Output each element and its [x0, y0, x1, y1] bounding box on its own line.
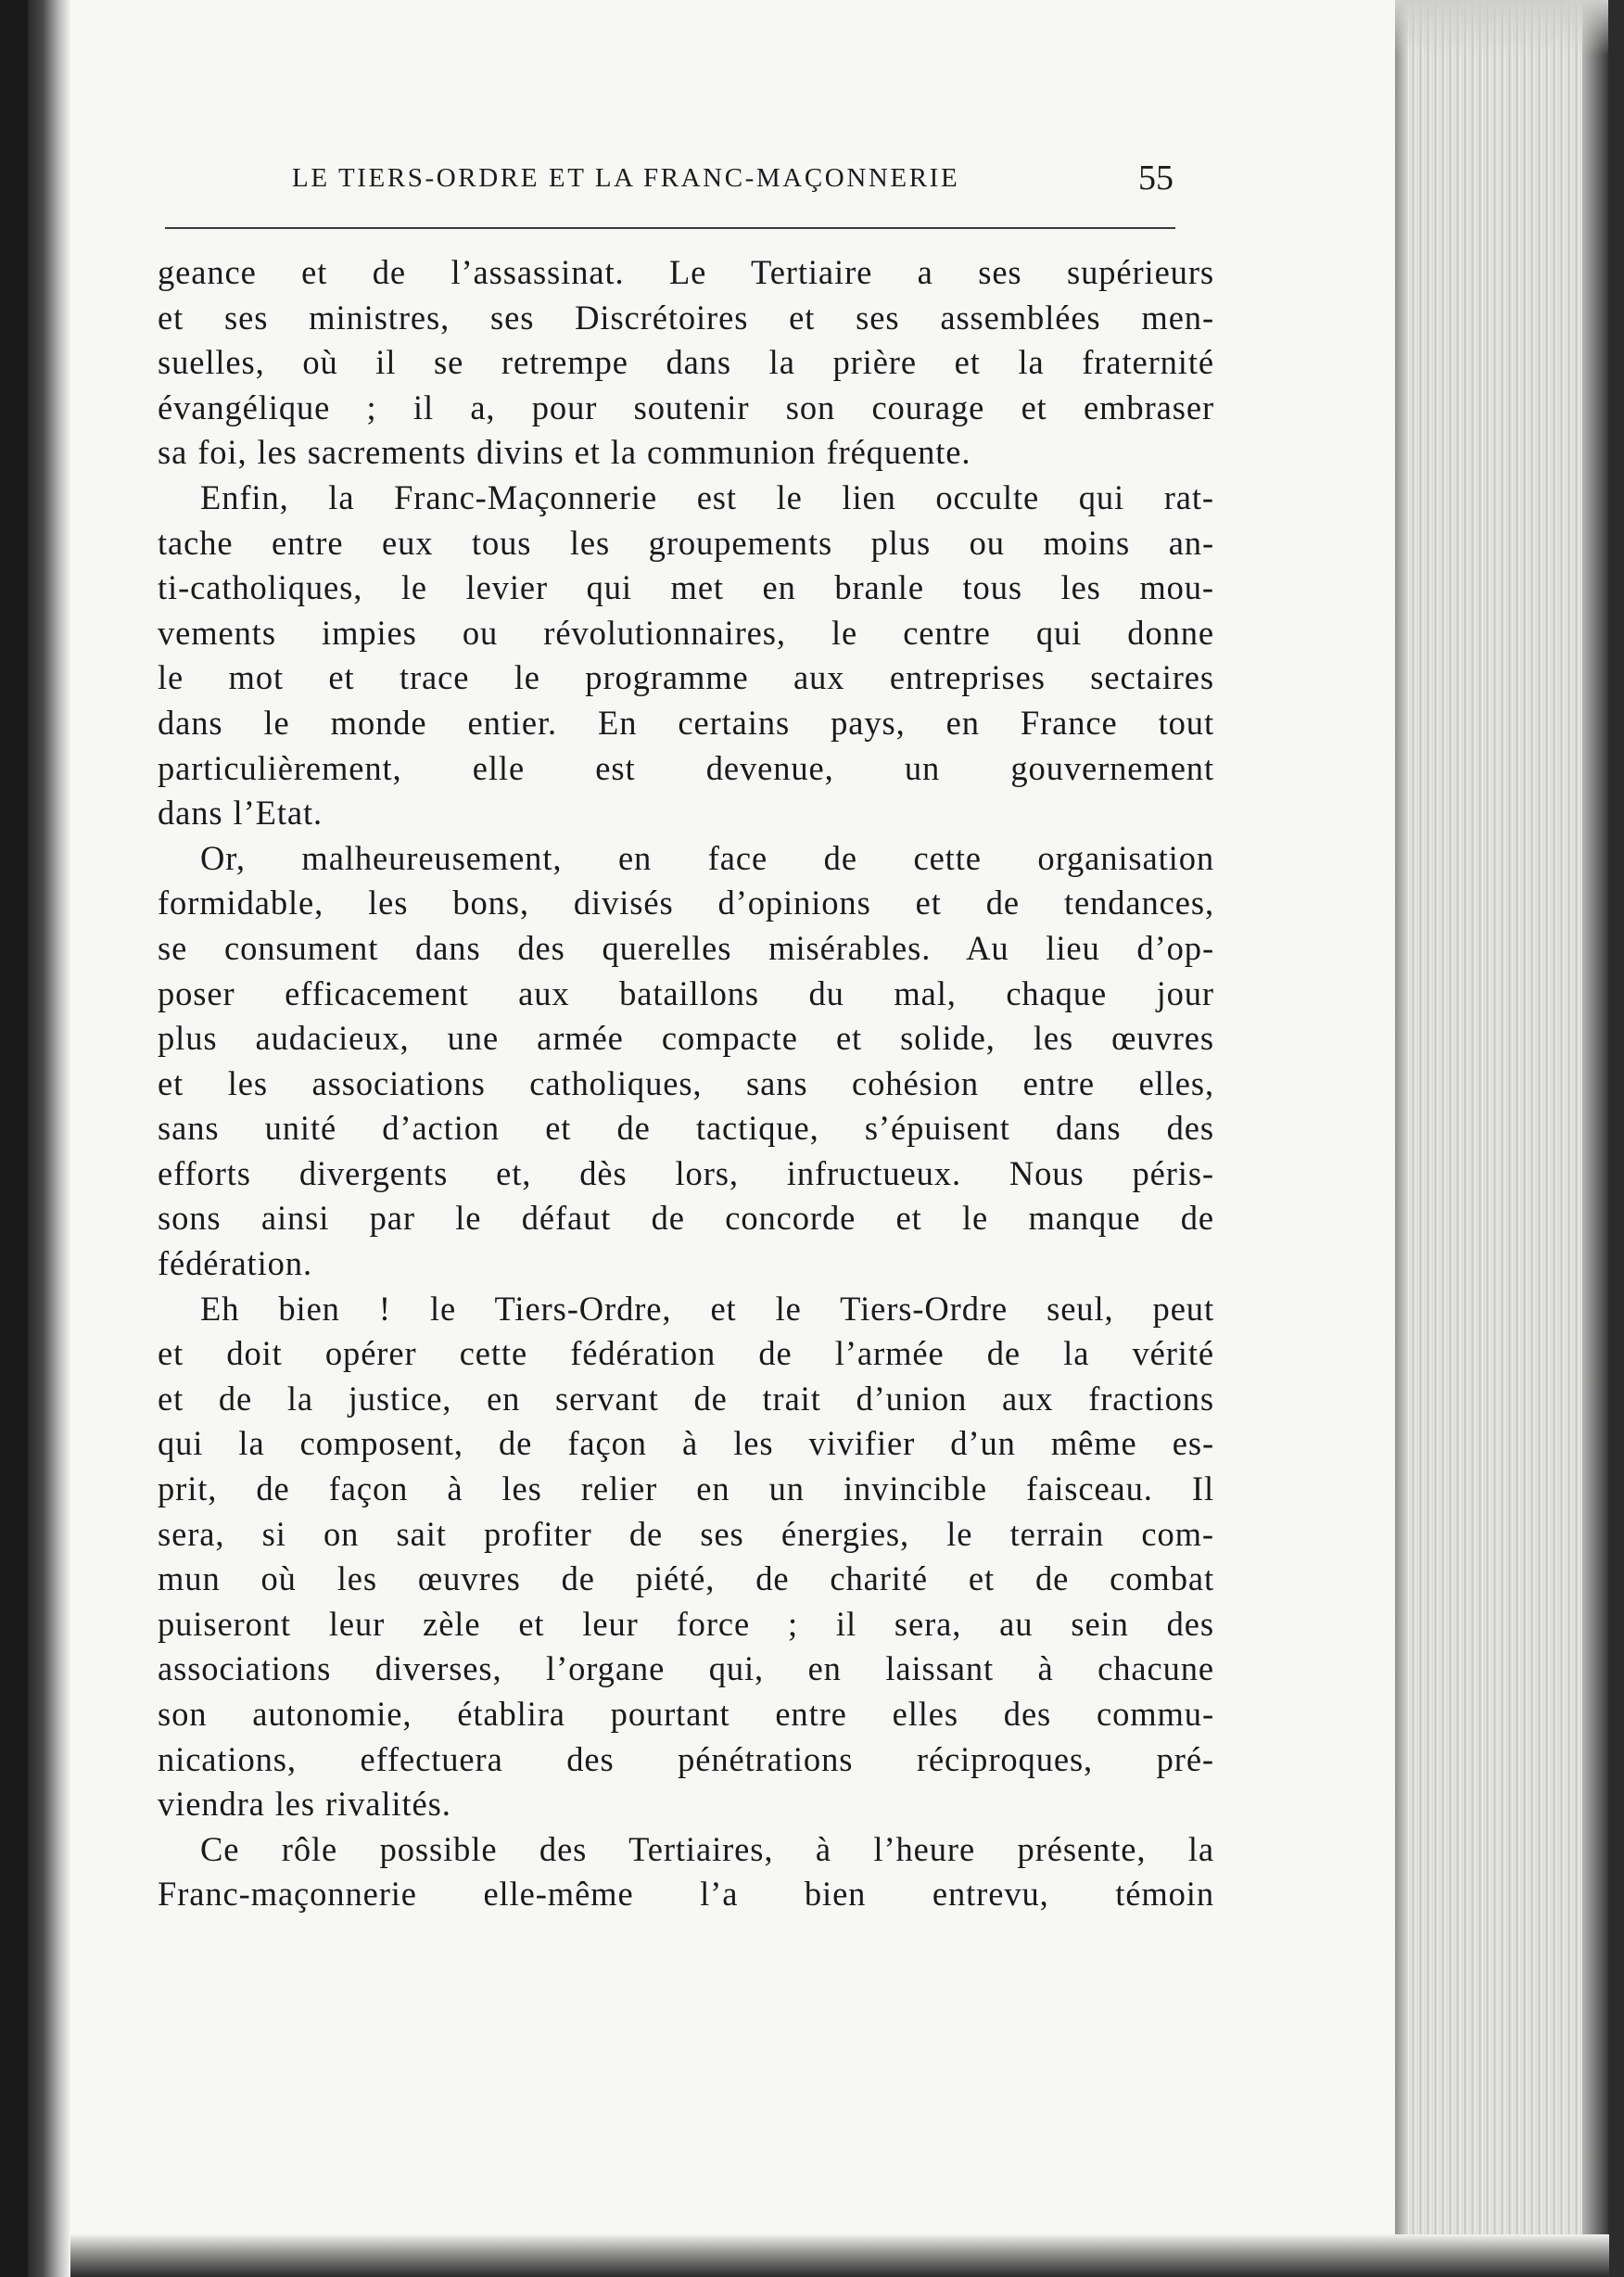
text-line: nications, effectuera des pénétrations réciproques, pré-	[158, 1739, 1214, 1778]
page-number: 55	[1138, 159, 1174, 197]
text-line: sera, si on sait profiter de ses énergies, le terrain com-	[158, 1514, 1214, 1553]
text-line: mun où les œuvres de piété, de charité et de combat	[158, 1559, 1214, 1598]
header-rule	[165, 227, 1175, 229]
text-line: poser efficacement aux bataillons du mal, chaque jour	[158, 973, 1214, 1012]
text-line: Eh bien ! le Tiers-Ordre, et le Tiers-Ordre seul, peut	[200, 1289, 1214, 1328]
binding-gutter	[0, 0, 28, 2277]
text-line: dans le monde entier. En certains pays, en France tout	[158, 703, 1214, 742]
text-line: ti-catholiques, le levier qui met en branle tous les mou-	[158, 568, 1214, 607]
text-line: prit, de façon à les relier en un invincible faisceau. Il	[158, 1469, 1214, 1508]
text-line: particulièrement, elle est devenue, un gouvernement	[158, 748, 1214, 787]
text-line: formidable, les bons, divisés d’opinions et de tendances,	[158, 884, 1214, 922]
binding-shadow	[28, 0, 70, 2277]
text-line: et les associations catholiques, sans cohésion entre elles,	[158, 1063, 1214, 1102]
running-head-title: LE TIERS-ORDRE ET LA FRANC-MAÇONNERIE	[292, 163, 960, 193]
text-line: Or, malheureusement, en face de cette organisation	[200, 838, 1214, 877]
scan-border-right	[1608, 0, 1624, 2277]
text-line: sons ainsi par le défaut de concorde et le manque de	[158, 1199, 1214, 1238]
body-text	[158, 250, 1214, 1917]
page-edge-stack	[1395, 0, 1608, 2277]
text-line: qui la composent, de façon à les vivifier d’un même es-	[158, 1424, 1214, 1463]
text-line: Franc-maçonnerie elle-même l’a bien entrevu, témoin	[158, 1875, 1214, 1914]
text-line: tache entre eux tous les groupements plus ou moins an-	[158, 523, 1214, 562]
text-line: Enfin, la Franc-Maçonnerie est le lien occulte qui rat-	[200, 477, 1214, 516]
text-line: viendra les rivalités.	[158, 1785, 451, 1824]
text-line: et doit opérer cette fédération de l’armée de la vérité	[158, 1334, 1214, 1373]
text-line: associations diverses, l’organe qui, en laissant à chacune	[158, 1649, 1214, 1688]
text-line: et de la justice, en servant de trait d’union aux fractions	[158, 1379, 1214, 1418]
text-line: suelles, où il se retrempe dans la prière et la fraternité	[158, 343, 1214, 382]
text-line: sa foi, les sacrements divins et la communion fréquente.	[158, 433, 971, 472]
text-line: plus audacieux, une armée compacte et solide, les œuvres	[158, 1019, 1214, 1058]
text-line: son autonomie, établira pourtant entre elles des commu-	[158, 1695, 1214, 1733]
text-line: geance et de l’assassinat. Le Tertiaire a ses supérieurs	[158, 253, 1214, 291]
text-line: vements impies ou révolutionnaires, le centre qui donne	[158, 613, 1214, 652]
text-line: le mot et trace le programme aux entreprises sectaires	[158, 658, 1214, 697]
text-line: sans unité d’action et de tactique, s’épuisent dans des	[158, 1109, 1214, 1148]
text-line: et ses ministres, ses Discrétoires et ses assemblées men-	[158, 298, 1214, 337]
text-line: Ce rôle possible des Tertiaires, à l’heure présente, la	[200, 1829, 1214, 1868]
text-line: évangélique ; il a, pour soutenir son courage et embraser	[158, 388, 1214, 426]
text-line: fédération.	[158, 1244, 312, 1283]
text-line: efforts divergents et, dès lors, infructueux. Nous péris-	[158, 1153, 1214, 1192]
running-head	[167, 158, 1177, 213]
text-line: se consument dans des querelles misérables. Au lieu d’op-	[158, 928, 1214, 967]
scan-border-bottom	[70, 2234, 1609, 2277]
text-line: dans l’Etat.	[158, 794, 324, 833]
text-line: puiseront leur zèle et leur force ; il sera, au sein des	[158, 1604, 1214, 1643]
page-edge-shadow	[1395, 0, 1608, 56]
